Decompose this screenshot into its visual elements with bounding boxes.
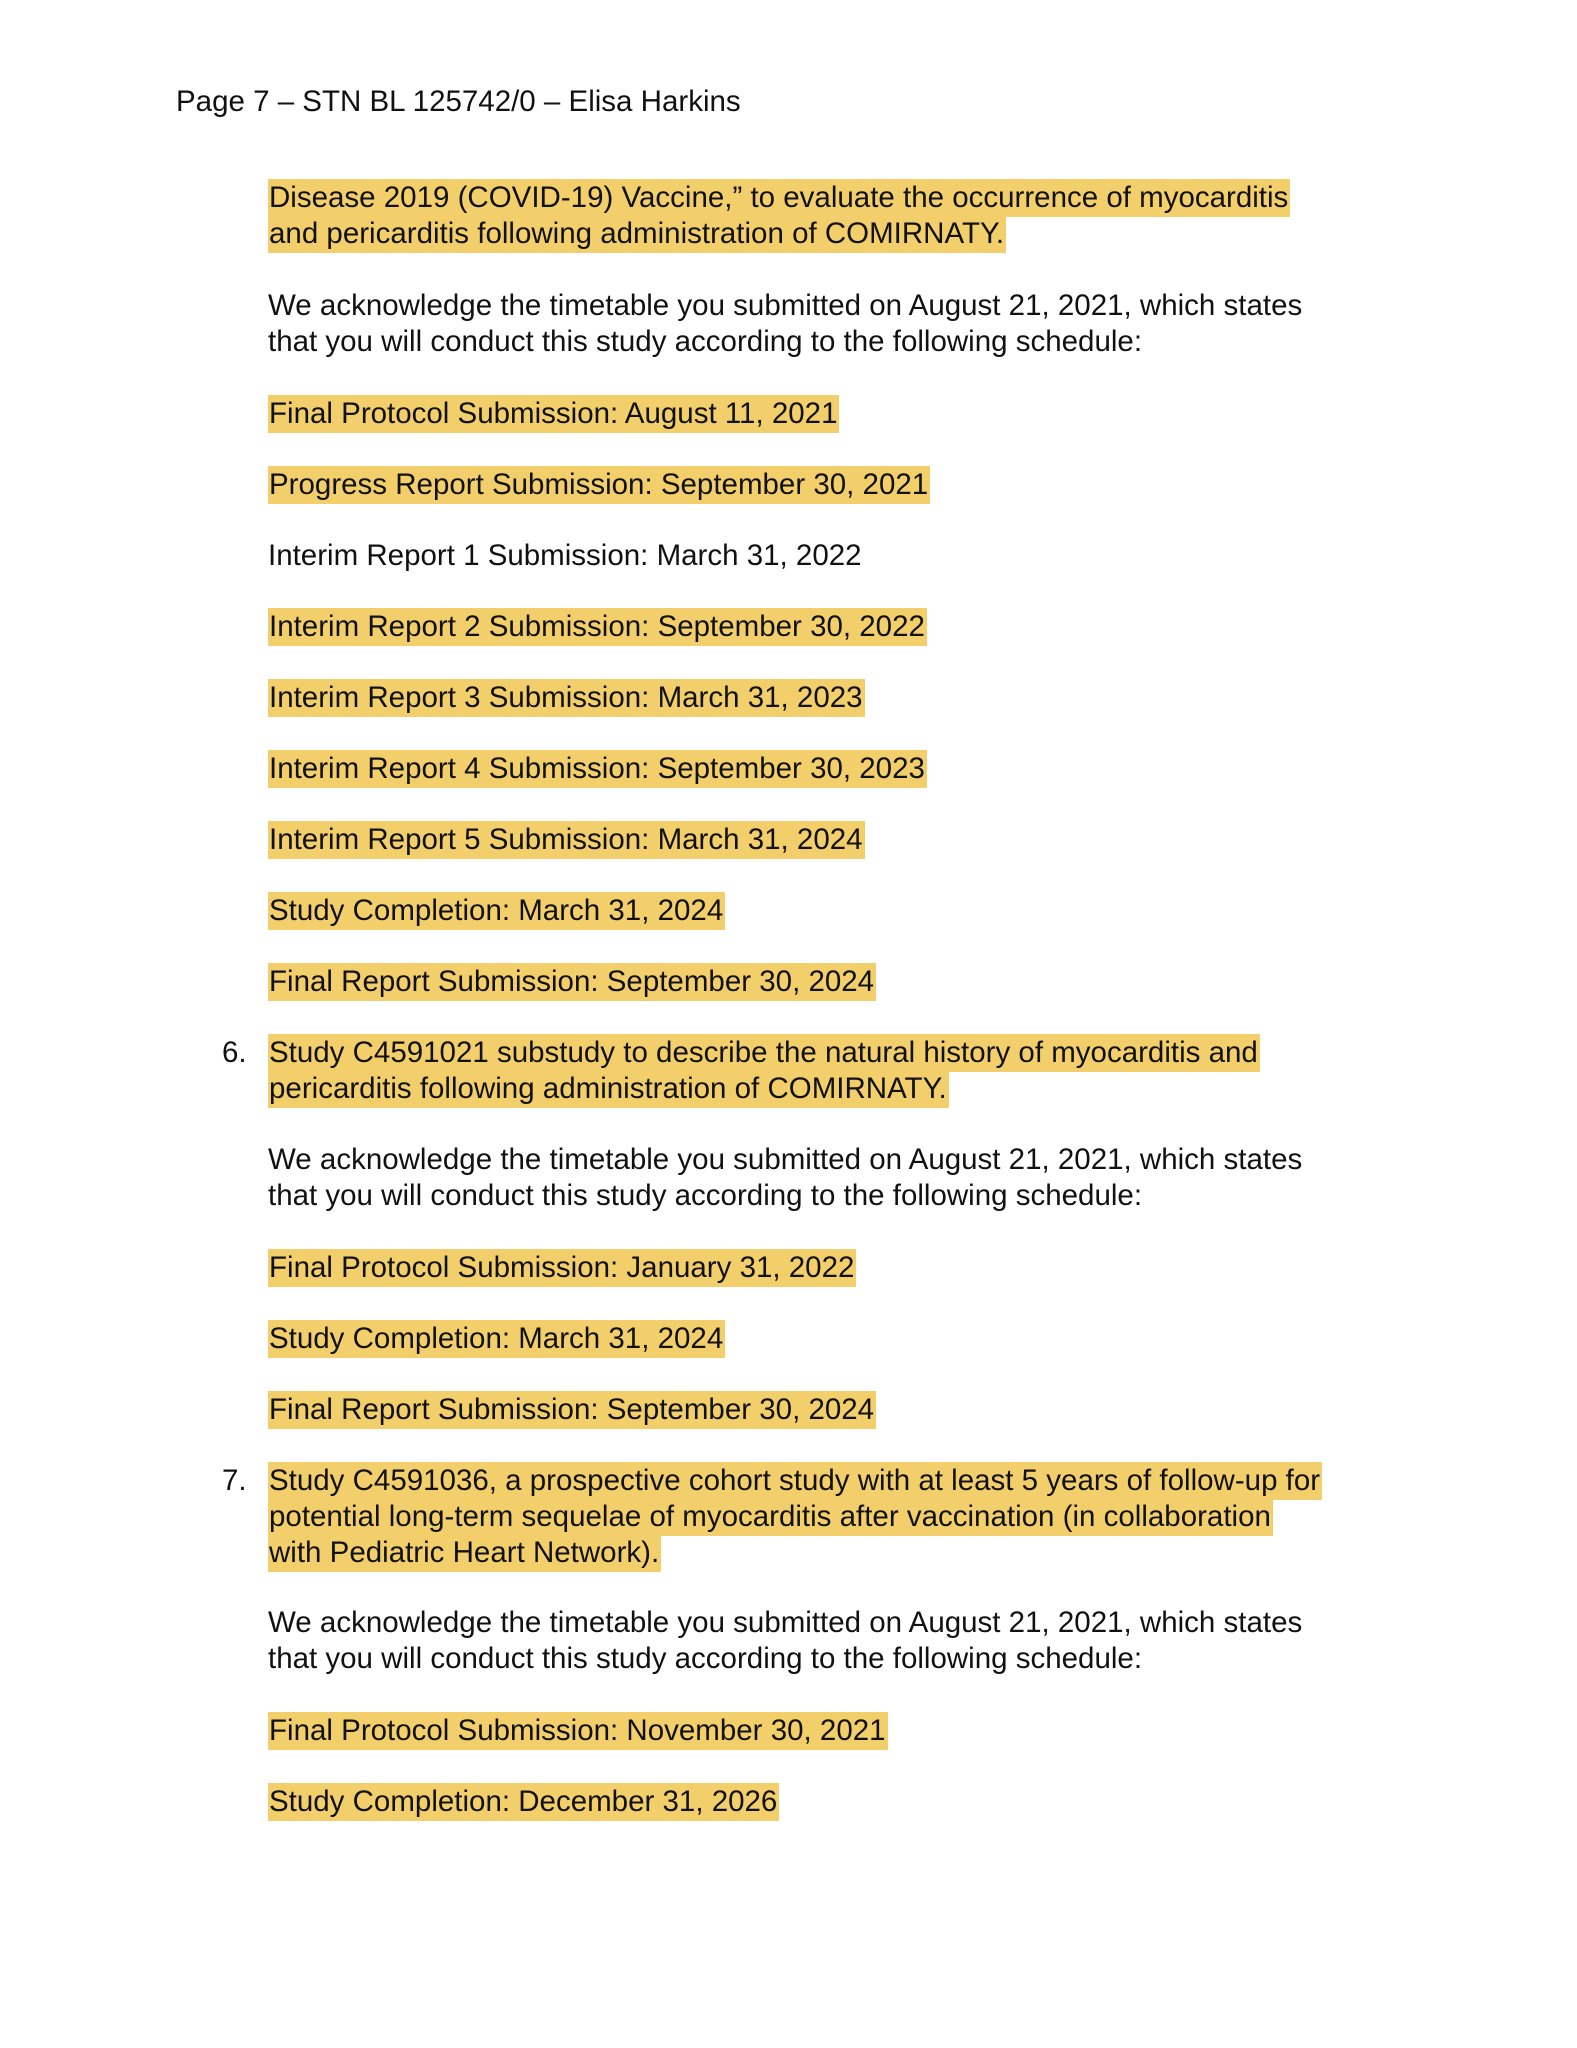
- acknowledge-line: that you will conduct this study according to the following schedule:: [268, 1179, 1143, 1212]
- highlighted-text: Final Report Submission: September 30, 2024: [268, 1391, 876, 1429]
- study7-title: [268, 1463, 1322, 1571]
- schedule-item: [268, 1250, 856, 1286]
- highlighted-text: pericarditis following administration of COMIRNATY.: [268, 1070, 949, 1108]
- highlighted-text: Disease 2019 (COVID-19) Vaccine,” to evaluate the occurrence of myocarditis: [268, 179, 1290, 217]
- acknowledge-line: We acknowledge the timetable you submitted on August 21, 2021, which states: [268, 1143, 1303, 1176]
- acknowledge-line: that you will conduct this study according to the following schedule:: [268, 1642, 1143, 1675]
- schedule-item: [268, 609, 927, 645]
- study6-title: [268, 1035, 1260, 1107]
- acknowledge-line: We acknowledge the timetable you submitted on August 21, 2021, which states: [268, 1606, 1303, 1639]
- acknowledge-paragraph: [268, 1605, 1302, 1677]
- study5-description: [268, 180, 1290, 252]
- highlighted-text: Interim Report 4 Submission: September 30, 2023: [268, 750, 927, 788]
- highlighted-text: Final Protocol Submission: January 31, 2022: [268, 1249, 856, 1287]
- highlighted-text: Study C4591036, a prospective cohort study with at least 5 years of follow-up for: [268, 1462, 1322, 1500]
- highlighted-text: Final Protocol Submission: August 11, 2021: [268, 395, 839, 433]
- schedule-item: [268, 964, 876, 1000]
- acknowledge-paragraph: [268, 288, 1302, 360]
- highlighted-text: Study Completion: December 31, 2026: [268, 1783, 779, 1821]
- schedule-item: [268, 396, 839, 432]
- highlighted-text: Study Completion: March 31, 2024: [268, 1320, 725, 1358]
- highlighted-text: and pericarditis following administration of COMIRNATY.: [268, 215, 1006, 253]
- schedule-item: [268, 893, 725, 929]
- page-header: Page 7 – STN BL 125742/0 – Elisa Harkins: [176, 85, 741, 118]
- acknowledge-line: We acknowledge the timetable you submitted on August 21, 2021, which states: [268, 289, 1303, 322]
- schedule-item: [268, 751, 927, 787]
- highlighted-text: Progress Report Submission: September 30, 2021: [268, 466, 930, 504]
- list-number: 7.: [222, 1464, 247, 1497]
- highlighted-text: potential long-term sequelae of myocarditis after vaccination (in collaboration: [268, 1498, 1273, 1536]
- highlighted-text: with Pediatric Heart Network).: [268, 1534, 661, 1572]
- highlighted-text: Study C4591021 substudy to describe the natural history of myocarditis and: [268, 1034, 1260, 1072]
- schedule-item: Interim Report 1 Submission: March 31, 2022: [268, 539, 862, 572]
- highlighted-text: Interim Report 3 Submission: March 31, 2023: [268, 679, 865, 717]
- highlighted-text: Final Report Submission: September 30, 2024: [268, 963, 876, 1001]
- schedule-item: [268, 467, 930, 503]
- schedule-item: [268, 1321, 725, 1357]
- schedule-item: [268, 1784, 779, 1820]
- highlighted-text: Interim Report 5 Submission: March 31, 2024: [268, 821, 865, 859]
- highlighted-text: Interim Report 2 Submission: September 30, 2022: [268, 608, 927, 646]
- schedule-item: [268, 822, 865, 858]
- list-number: 6.: [222, 1036, 247, 1069]
- acknowledge-line: that you will conduct this study according to the following schedule:: [268, 325, 1143, 358]
- schedule-item: [268, 1713, 888, 1749]
- acknowledge-paragraph: [268, 1142, 1302, 1214]
- schedule-item: [268, 680, 865, 716]
- highlighted-text: Study Completion: March 31, 2024: [268, 892, 725, 930]
- highlighted-text: Final Protocol Submission: November 30, 2021: [268, 1712, 888, 1750]
- schedule-item: [268, 1392, 876, 1428]
